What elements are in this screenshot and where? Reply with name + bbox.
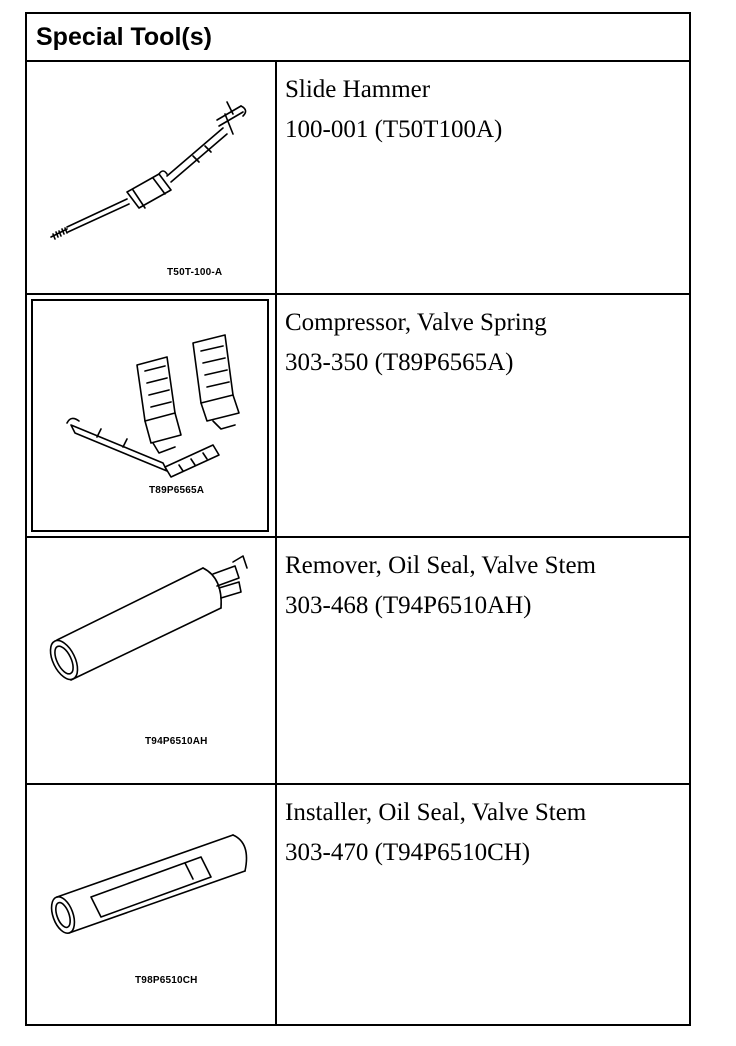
tool-name: Compressor, Valve Spring — [285, 309, 547, 336]
tool-image-cell — [27, 295, 277, 536]
tool-number: 100-001 (T50T100A) — [285, 116, 503, 143]
tool-image-label: T98P6510CH — [135, 975, 198, 986]
tool-image-cell — [27, 785, 277, 1024]
tool-row-valve-spring-compressor — [27, 295, 689, 538]
tool-image-label: T89P6565A — [149, 485, 205, 496]
tool-number: 303-468 (T94P6510AH) — [285, 592, 532, 619]
table-header: Special Tool(s) — [27, 14, 689, 62]
tool-row-slide-hammer — [27, 62, 689, 295]
tool-number: 303-350 (T89P6565A) — [285, 349, 514, 376]
slide-hammer-icon — [27, 62, 275, 293]
tool-description — [285, 546, 685, 626]
tool-image-label: T94P6510AH — [145, 736, 208, 747]
tool-image-cell — [27, 538, 277, 783]
tool-image-label: T50T-100-A — [167, 267, 223, 278]
tool-number: 303-470 (T94P6510CH) — [285, 839, 531, 866]
tool-name: Installer, Oil Seal, Valve Stem — [285, 799, 587, 826]
tool-description — [285, 793, 685, 873]
oil-seal-installer-icon — [27, 785, 275, 1024]
tool-description — [285, 70, 685, 150]
tool-row-oil-seal-remover — [27, 538, 689, 785]
tool-name: Slide Hammer — [285, 76, 431, 103]
valve-spring-compressor-icon — [27, 295, 275, 536]
special-tools-table — [25, 12, 691, 1026]
tool-row-oil-seal-installer — [27, 785, 689, 1024]
tool-description — [285, 303, 685, 383]
tool-name: Remover, Oil Seal, Valve Stem — [285, 552, 596, 579]
tool-image-cell — [27, 62, 277, 293]
